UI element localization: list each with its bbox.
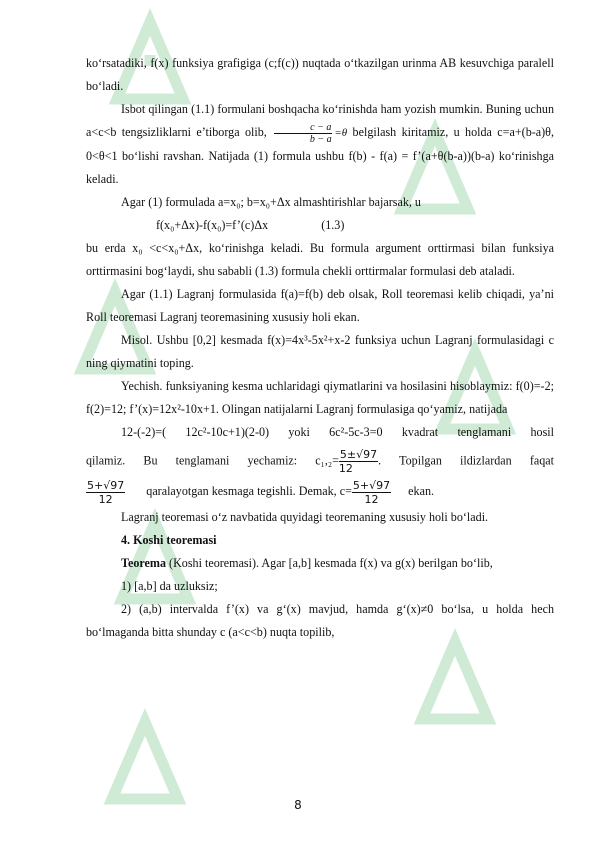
paragraph: Lagranj teoremasi o‘z navbatida quyidagi teoremaning xususiy holi bo‘ladi. — [121, 510, 489, 524]
paragraph: Yechish. funksiyaning kesma uchlaridagi qiymatlarini va hosilasini hisoblaymiz: f(0)=-2; f(2)=12; f’(x)=12x²-10x+1. Olingan natijalarni Lagranj formulasiga qo‘yamiz, natijada — [86, 379, 554, 416]
fraction: $\frac{5+√97}{12}$ — [87, 479, 125, 506]
page-number: 8 — [294, 798, 302, 812]
paragraph: Misol. Ushbu [0,2] kesmada f(x)=4x³-5x²+x-2 funksiya uchun Lagranj formulasidagi c ning qiymatini toping. — [86, 333, 554, 370]
fraction: $\frac{5+√97}{12}$ — [352, 479, 391, 506]
list-item: 1) [a,b] da uzluksiz; — [121, 579, 218, 593]
paragraph: $\frac{5+√97}{12}$ qaralayotgan kesmaga tegishli. Demak, c= $\frac{5+√97}{12}$ ekan. — [87, 479, 435, 506]
paragraph: 12-(-2)=( 12c²-10c+1)(2-0) yoki 6c²-5c-3=0 kvadrat tenglamani hosil — [121, 425, 554, 439]
paragraph: Agar (1.1) Lagranj formulasida f(a)=f(b) deb olsak, Roll teoremasi kelib chiqadi, ya’ni Roll teoremasi Lagranj teoremasining xususiy holi ekan. — [86, 287, 554, 324]
list-item: 2) (a,b) intervalda f’(x) va g‘(x) mavjud, hamda g‘(x)≠0 bo‘lsa, u holda hech bo‘lmaganda bitta shunday c (a<c<b) nuqta topilib, — [86, 602, 554, 639]
paragraph: ko‘rsatadiki, f(x) funksiya grafigiga (c;f(c)) nuqtada o‘tkazilgan urinma AB kesuvchiga paralell bo‘ladi. — [86, 56, 554, 93]
paragraph: bu erda x₀ <c<x₀+Δx, ko‘rinishga keladi. Bu formula argument orttirmasi bilan funksiya orttirmasini bog‘laydi, shu sababli (1.3) formula chekli orttirmalar formulasi deb ataladi. — [86, 241, 554, 278]
paragraph: qilamiz. Bu tenglamani yechamiz: c₁,₂= $\frac{5\pm√97}{12}$. Topilgan ildizlardan faqat — [86, 448, 554, 475]
watermark-logo — [90, 700, 200, 810]
formula: f(x₀+Δx)-f(x₀)=f’(c)Δx (1.3) — [156, 218, 345, 232]
document-body — [86, 52, 554, 644]
text: belgilash kiritamiz, u holda c=a+(b-a)θ, 0<θ<1 bo‘lishi ravshan. Natijada (1) formula ushbu f(b) - f(a) = f’(a+θ(b-a))(b-a) ko‘rinishga keladi. — [86, 125, 554, 186]
paragraph: Agar (1) formulada a=x₀; b=x₀+Δx almashtirishlar bajarsak, u — [121, 195, 421, 209]
paragraph: Isbot qilingan (1.1) formulani boshqacha ko‘rinishda ham yozish mumkin. Buning uchun a<c<b tengsizliklarni e’tiborga olib, $\frac{c - a}{b - a}$ =θ belgilash kiritamiz, u holda c=a+(b-a)θ, 0<θ<1 bo‘lishi ravshan. Natijada (1) formula ushbu f(b) - f(a) = f’(a+θ(b-a))(b-a) ko‘rinishga keladi. — [86, 102, 554, 186]
section-heading: 4. Koshi teoremasi — [121, 533, 217, 547]
fraction: $\frac{c - a}{b - a}$ — [274, 122, 332, 145]
text: Isbot qilingan (1.1) formulani boshqacha ko‘rinishda ham yozish mumkin. Buning uchun a<c<b tengsizliklarni e’tiborga olib, — [86, 102, 554, 139]
fraction: $\frac{5\pm√97}{12}$ — [338, 448, 378, 475]
paragraph: Teorema (Koshi teoremasi). Agar [a,b] kesmada f(x) va g(x) berilgan bo‘lib, — [121, 556, 493, 570]
